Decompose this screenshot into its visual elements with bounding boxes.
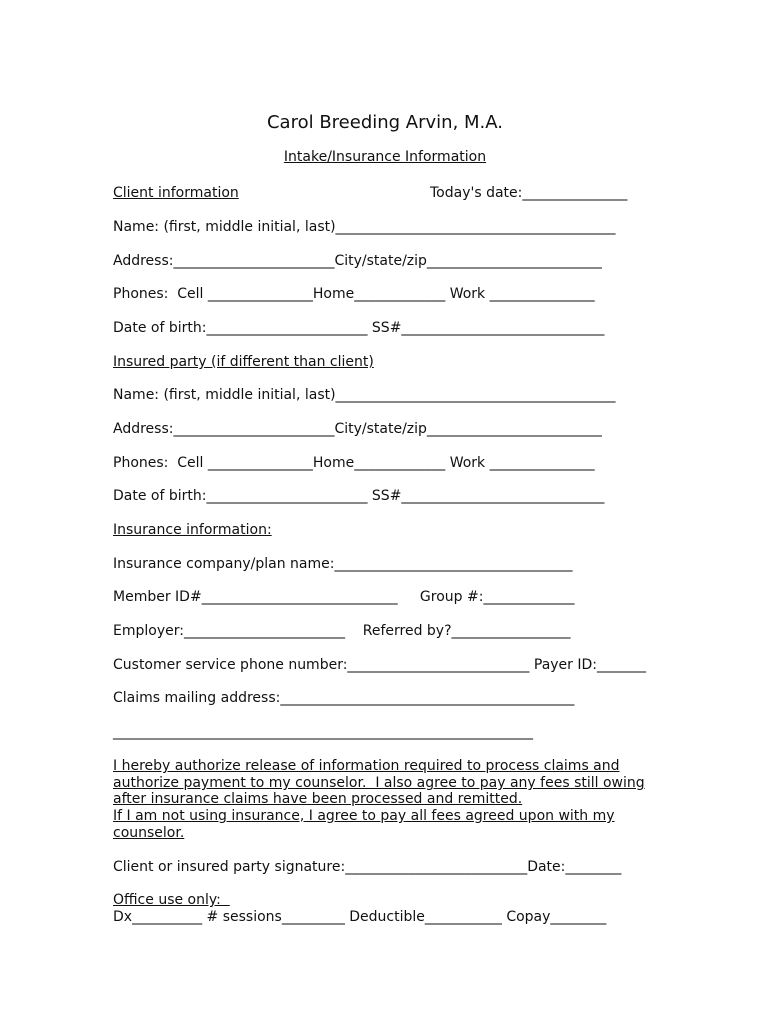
office-use-fields[interactable]: Dx__________ # sessions_________ Deductible___________ Copay________ [113, 909, 607, 925]
client-phones-field[interactable]: Phones: Cell _______________Home_____________ Work _______________ [113, 286, 595, 302]
insured-name-field[interactable]: Name: (first, middle initial, last)________________________________________ [113, 387, 616, 403]
employer-referred-field[interactable]: Employer:_______________________ Referred by?_________________ [113, 623, 571, 639]
claims-mailing-address-line2[interactable]: ____________________________________________________________ [113, 724, 533, 740]
insured-party-heading: Insured party (if different than client) [113, 354, 374, 370]
authorization-line-4: If I am not using insurance, I agree to pay all fees agreed upon with my [113, 808, 615, 824]
office-use-heading: Office use only: [113, 892, 230, 908]
authorization-line-3: after insurance claims have been processed and remitted. [113, 791, 523, 807]
client-address-field[interactable]: Address:_______________________City/state/zip_________________________ [113, 253, 602, 269]
client-name-field[interactable]: Name: (first, middle initial, last)________________________________________ [113, 219, 616, 235]
client-info-heading: Client information [113, 185, 239, 201]
insured-dob-ssn-field[interactable]: Date of birth:_______________________ SS#_____________________________ [113, 488, 605, 504]
authorization-line-1: I hereby authorize release of information required to process claims and [113, 758, 620, 774]
signature-date-field[interactable]: Client or insured party signature:__________________________Date:________ [113, 859, 622, 875]
insurance-company-field[interactable]: Insurance company/plan name:__________________________________ [113, 556, 573, 572]
insurance-info-heading: Insurance information: [113, 522, 272, 538]
member-group-field[interactable]: Member ID#____________________________ Group #:_____________ [113, 589, 575, 605]
authorization-line-2: authorize payment to my counselor. I also agree to pay any fees still owing [113, 775, 645, 791]
form-subtitle: Intake/Insurance Information [283, 149, 487, 165]
todays-date-field[interactable]: Today's date:_______________ [430, 185, 628, 201]
authorization-line-5: counselor. [113, 825, 185, 841]
client-dob-ssn-field[interactable]: Date of birth:_______________________ SS#_____________________________ [113, 320, 605, 336]
claims-mailing-address-field[interactable]: Claims mailing address:__________________________________________ [113, 690, 575, 706]
page-title: Carol Breeding Arvin, M.A. [266, 112, 503, 133]
insured-address-field[interactable]: Address:_______________________City/state/zip_________________________ [113, 421, 602, 437]
insured-phones-field[interactable]: Phones: Cell _______________Home_____________ Work _______________ [113, 455, 595, 471]
customer-service-phone-field[interactable]: Customer service phone number:__________________________ Payer ID:_______ [113, 657, 646, 673]
